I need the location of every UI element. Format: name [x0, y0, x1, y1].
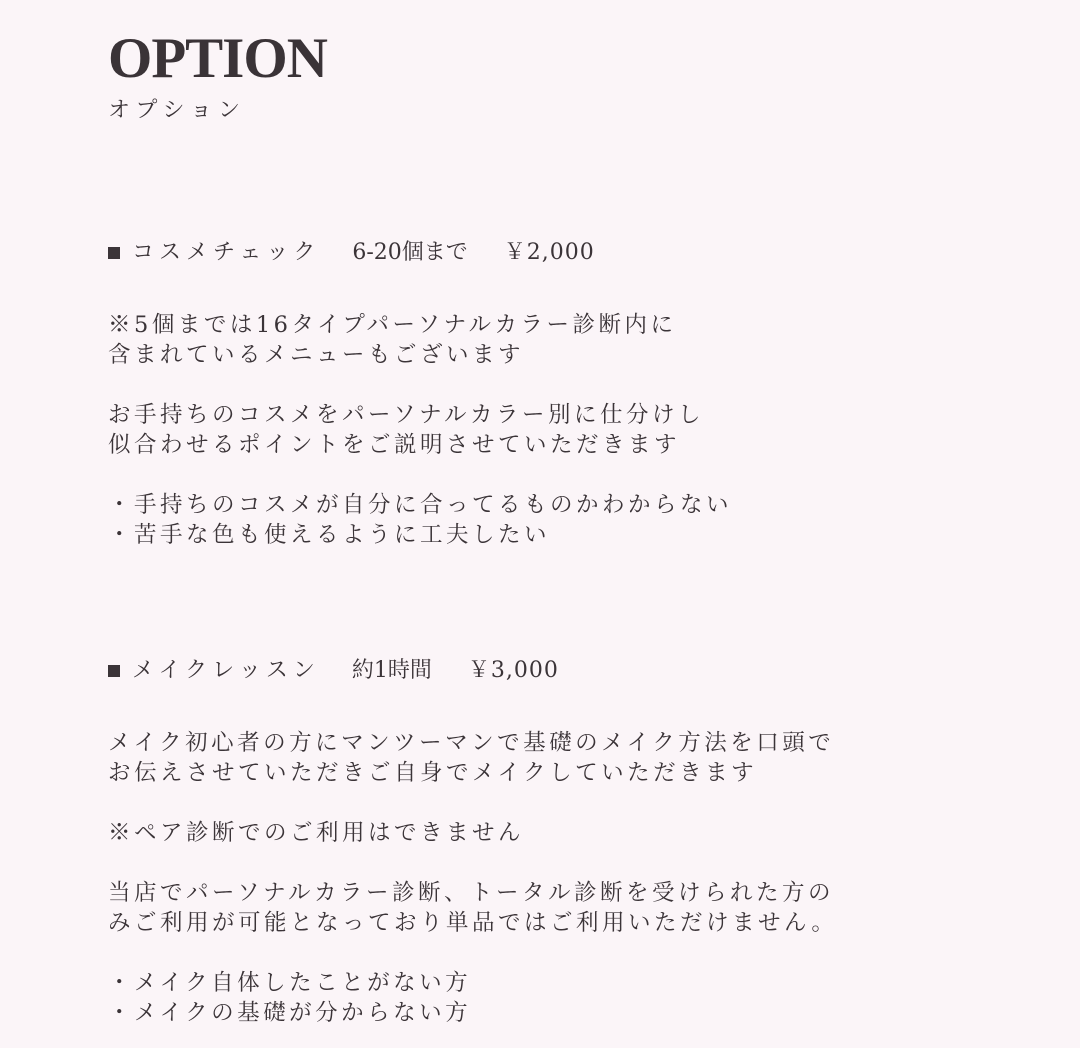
option-make-lesson: [108, 654, 1048, 1028]
note-paragraph: [108, 310, 1048, 370]
option-cosme-check: [108, 236, 1048, 550]
option-price: ￥3,000: [467, 658, 559, 683]
bullet-list: [108, 968, 1048, 1028]
text-line: お伝えさせていただきご自身でメイクしていただきます: [108, 760, 758, 786]
page-title: OPTION: [108, 27, 327, 90]
description-paragraph: [108, 728, 1048, 788]
option-heading: [108, 654, 1048, 688]
text-line: 似合わせるポイントをご説明させていただきます: [108, 432, 681, 458]
text-line: みご利用が可能となっており単品ではご利用いただけません。: [108, 910, 838, 936]
list-item: ・手持ちのコスメが自分に合ってるものかわからない: [108, 492, 733, 518]
list-item: ・苦手な色も使えるように工夫したい: [108, 522, 551, 548]
option-name: コスメチェック: [132, 240, 321, 265]
square-bullet-icon: [108, 247, 120, 259]
text-line: 含まれているメニューもございます: [108, 342, 525, 368]
page-subtitle: オプション: [108, 98, 247, 123]
note-paragraph: [108, 818, 1048, 848]
list-item: ・メイクの基礎が分からない方: [108, 1000, 472, 1026]
condition-paragraph: [108, 878, 1048, 938]
option-quantity: 約1時間: [351, 658, 432, 683]
description-paragraph: [108, 400, 1048, 460]
text-line: ※5個までは16タイプパーソナルカラー診断内に: [108, 312, 677, 338]
square-bullet-icon: [108, 665, 120, 677]
list-item: ・メイク自体したことがない方: [108, 970, 472, 996]
option-heading: [108, 236, 1048, 270]
option-name: メイクレッスン: [132, 658, 320, 683]
option-price: ￥2,000: [503, 240, 595, 265]
text-line: 当店でパーソナルカラー診断、トータル診断を受けられた方の: [108, 880, 834, 906]
option-quantity: 6-20個まで: [352, 240, 468, 265]
text-line: メイク初心者の方にマンツーマンで基礎のメイク方法を口頭で: [108, 730, 835, 756]
text-line: お手持ちのコスメをパーソナルカラー別に仕分けし: [108, 402, 704, 428]
bullet-list: [108, 490, 1048, 550]
text-line: ※ペア診断でのご利用はできません: [108, 820, 525, 846]
